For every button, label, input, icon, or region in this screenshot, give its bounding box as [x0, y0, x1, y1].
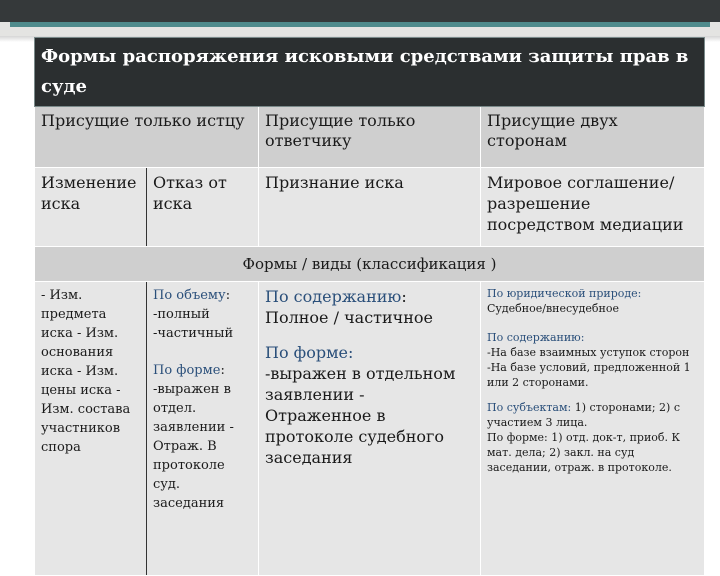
- top-accent-bar: [10, 22, 710, 27]
- form-claim-waiver: Отказ от иска: [147, 168, 259, 247]
- admission-details: [259, 282, 481, 576]
- form-claim-change: Изменение иска: [35, 168, 147, 247]
- table-title-row: [35, 38, 705, 107]
- waiver-volume-heading: [153, 286, 252, 305]
- waiver-form-label: По форме: [153, 363, 221, 378]
- col-both: Присущие двух сторонам: [481, 107, 705, 168]
- form-claim-admission: Признание иска: [259, 168, 481, 247]
- classification-header: Формы / виды (классификация ): [35, 247, 705, 282]
- waiver-form-items: -выражен в отдел. заявлении - Отраж. В протоколе суд. заседания: [153, 382, 234, 511]
- change-list: - Изм. предмета иска - Изм. основания иска - Изм. цены иска - Изм. состава участников спора: [41, 288, 131, 455]
- settlement-legal-value: Судебное/внесудебное: [487, 302, 619, 315]
- col-plaintiff: Присущие только истцу: [35, 107, 259, 168]
- settlement-subject-value: 1) сторонами; 2) с участием 3 лица.: [487, 401, 681, 429]
- change-details: [35, 282, 147, 576]
- waiver-volume-items: -полный -частичный: [153, 307, 234, 341]
- settlement-content-label: По содержанию:: [487, 331, 585, 344]
- waiver-details: [147, 282, 259, 576]
- waiver-form-colon: :: [220, 363, 225, 378]
- details-row: [35, 282, 705, 576]
- form-settlement: Мировое соглашение/ разрешение посредством медиации: [481, 168, 705, 247]
- admission-content-value: Полное / частичное: [265, 308, 434, 327]
- forms-row: [35, 168, 705, 247]
- waiver-volume-label: По объему: [153, 288, 226, 303]
- admission-content-colon: :: [401, 287, 407, 306]
- waiver-form-heading: [153, 361, 252, 380]
- admission-form-label: По форме:: [265, 343, 354, 362]
- settlement-form-text: По форме: 1) отд. док-т, приоб. К мат. дела; 2) закл. на суд заседании, отраж. в протоколе.: [487, 431, 681, 474]
- settlement-subject-label: По субъектам:: [487, 401, 572, 414]
- admission-form-items: -выражен в отдельном заявлении - Отраженное в протоколе судебного заседания: [265, 364, 456, 467]
- classification-row: [35, 247, 705, 282]
- waiver-volume-colon: :: [225, 288, 231, 303]
- forms-table: [34, 37, 705, 576]
- settlement-content-items: -На базе взаимных уступок сторон -На базе условий, предложенной 1 или 2 сторонами.: [487, 346, 691, 389]
- admission-content-heading: [265, 286, 474, 307]
- settlement-legal-label: По юридической природе:: [487, 287, 642, 300]
- table-title: Формы распоряжения исковыми средствами защиты прав в суде: [35, 38, 705, 107]
- party-header-row: [35, 107, 705, 168]
- col-defendant: Присущие только ответчику: [259, 107, 481, 168]
- top-dark-bar: [0, 0, 720, 22]
- settlement-subject: [487, 400, 698, 430]
- admission-content-label: По содержанию: [265, 287, 402, 306]
- settlement-details: [481, 282, 705, 576]
